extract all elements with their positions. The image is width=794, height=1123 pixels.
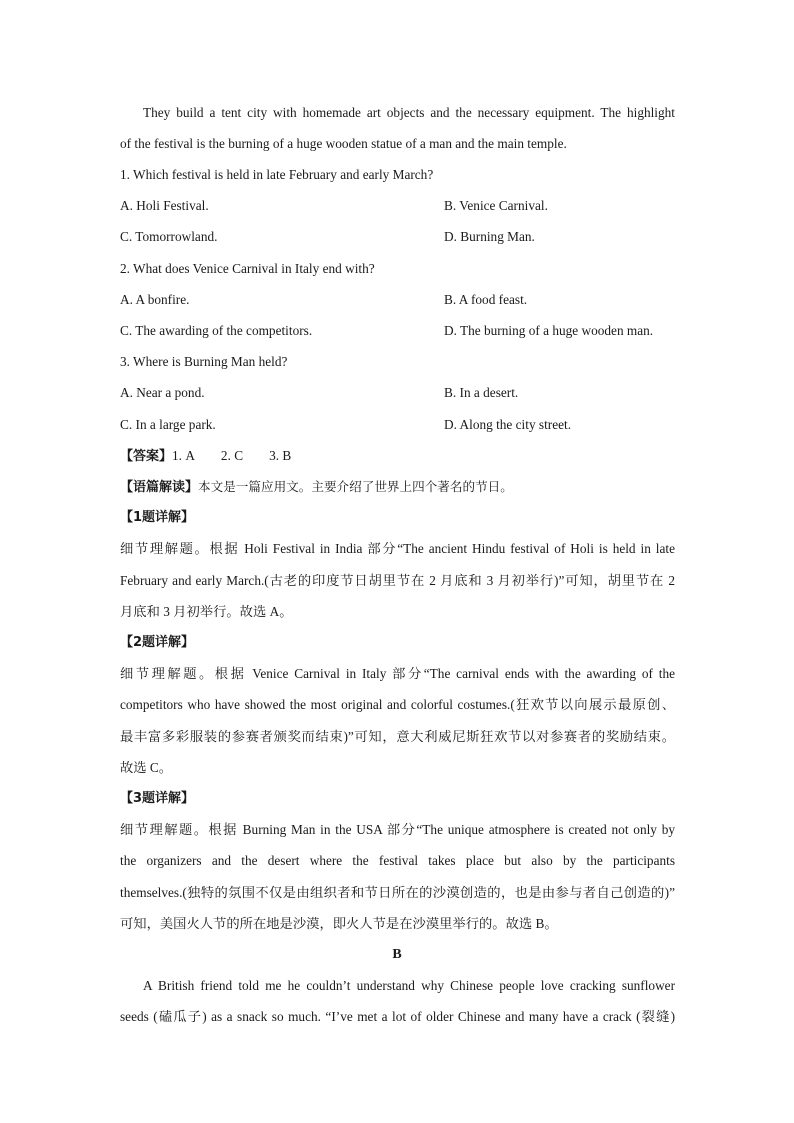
answer-value: 2. C bbox=[220, 448, 244, 463]
question-option: D. Along the city street. bbox=[444, 417, 572, 432]
question-option: D. Burning Man. bbox=[444, 229, 535, 244]
explanation-line: 细节理解题。根据 Burning Man in the USA 部分“The unique atmosphere is created not only by bbox=[120, 822, 675, 837]
question-prompt: 3. Where is Burning Man held? bbox=[120, 354, 288, 369]
question-option: B. In a desert. bbox=[444, 385, 519, 400]
overview-text: 本文是一篇应用文。主要介绍了世界上四个著名的节日。 bbox=[198, 479, 513, 494]
section-heading: B bbox=[392, 947, 402, 962]
explanation-heading: 【3题详解】 bbox=[120, 791, 195, 806]
question-option: C. Tomorrowland. bbox=[120, 229, 218, 244]
passage-paragraph-line: They build a tent city with homemade art objects and the necessary equipment. The highlight bbox=[143, 105, 675, 120]
answer-value: 1. A bbox=[172, 448, 195, 463]
passage-paragraph-line: of the festival is the burning of a huge wooden statue of a man and the main temple. bbox=[120, 136, 567, 151]
explanation-line: 细节理解题。根据 Holi Festival in India 部分“The ancient Hindu festival of Holi is held in late bbox=[120, 541, 675, 556]
explanation-line: competitors who have showed the most original and colorful costumes.(狂欢节以向展示最原创、 bbox=[120, 697, 675, 712]
answer-line bbox=[120, 447, 675, 466]
explanation-line: 细节理解题。根据 Venice Carnival in Italy 部分“The carnival ends with the awarding of the bbox=[120, 666, 675, 681]
passage-paragraph-line: seeds (磕瓜子) as a snack so much. “I’ve met a lot of older Chinese and many have a crack (裂缝) bbox=[120, 1009, 675, 1024]
explanation-line: the organizers and the desert where the festival takes place but also by the participants bbox=[120, 853, 675, 868]
question-option: A. A bonfire. bbox=[120, 292, 190, 307]
passage-paragraph-line: A British friend told me he couldn’t understand why Chinese people love cracking sunflower bbox=[143, 978, 675, 993]
explanation-heading: 【1题详解】 bbox=[120, 510, 195, 525]
overview-line bbox=[120, 478, 675, 497]
explanation-line: 最丰富多彩服装的参赛者颁奖而结束)”可知，意大利威尼斯狂欢节以对参赛者的奖励结束。 bbox=[120, 729, 675, 744]
explanation-line: 可知，美国火人节的所在地是沙漠，即火人节是在沙漠里举行的。故选 B。 bbox=[120, 916, 558, 931]
overview-tag: 【语篇解读】 bbox=[120, 480, 199, 495]
question-option: C. The awarding of the competitors. bbox=[120, 323, 313, 338]
explanation-line: 月底和 3 月初举行。故选 A。 bbox=[120, 604, 293, 619]
answer-tag: 【答案】 bbox=[120, 449, 173, 464]
question-option: B. A food feast. bbox=[444, 292, 528, 307]
question-option: D. The burning of a huge wooden man. bbox=[444, 323, 654, 338]
question-option: A. Near a pond. bbox=[120, 385, 205, 400]
question-prompt: 2. What does Venice Carnival in Italy end with? bbox=[120, 261, 375, 276]
question-option: A. Holi Festival. bbox=[120, 198, 209, 213]
question-option: B. Venice Carnival. bbox=[444, 198, 548, 213]
explanation-line: themselves.(独特的氛围不仅是由组织者和节日所在的沙漠创造的，也是由参与者自己创造的)” bbox=[120, 885, 675, 900]
question-option: C. In a large park. bbox=[120, 417, 216, 432]
explanation-heading: 【2题详解】 bbox=[120, 635, 195, 650]
question-prompt: 1. Which festival is held in late February and early March? bbox=[120, 167, 434, 182]
explanation-line: 故选 C。 bbox=[120, 760, 173, 775]
answer-value: 3. B bbox=[269, 448, 292, 463]
explanation-line: February and early March.(古老的印度节日胡里节在 2 月底和 3 月初举行)”可知，胡里节在 2 bbox=[120, 573, 675, 588]
